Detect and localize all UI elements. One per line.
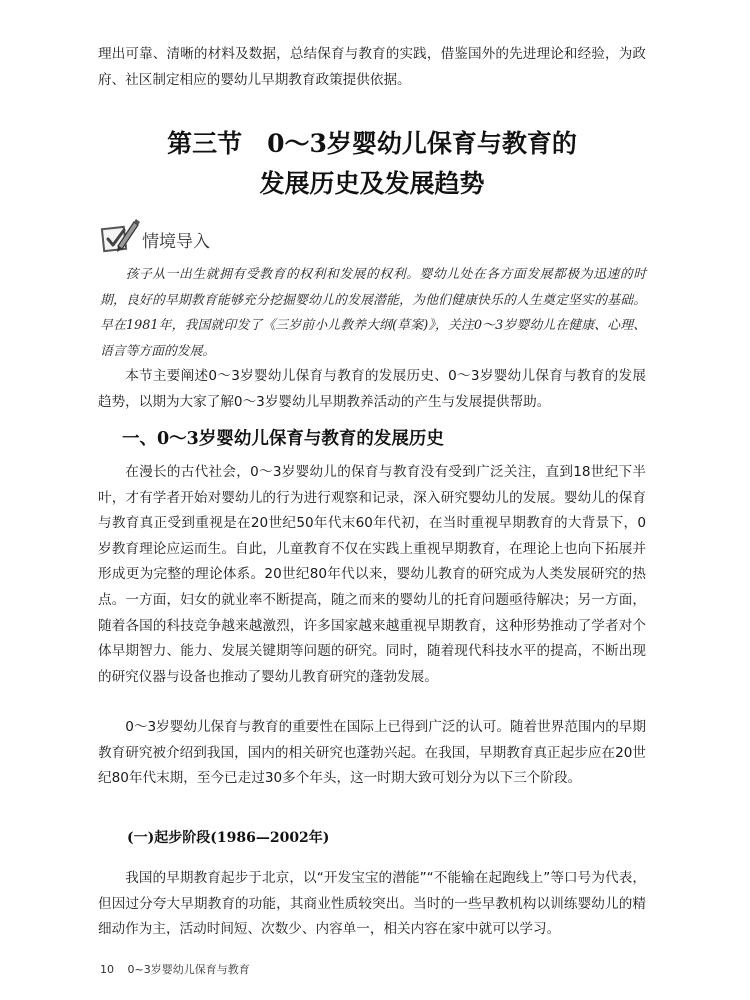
checklist-pencil-icon — [100, 216, 140, 256]
scenario-header — [100, 212, 400, 260]
heading-development-history: 一、0～3岁婴幼儿保育与教育的发展历史 — [122, 429, 444, 449]
section-title-line-1: 第三节 0～3岁婴幼儿保育与教育的 — [167, 129, 577, 158]
subheading-start-stage: (一)起步阶段(1986—2002年) — [127, 830, 330, 846]
page-number: 10 — [100, 963, 114, 976]
section-intro-paragraph: 本节主要阐述0～3岁婴幼儿保育与教育的发展历史、0～3岁婴幼儿保育与教育的发展趋势，以期为大家了解0～3岁婴幼儿早期教养活动的产生与发展提供帮助。 — [98, 368, 646, 410]
page-footer — [100, 962, 250, 978]
history-paragraph-2: 0～3岁婴幼儿保育与教育的重要性在国际上已得到广泛的认可。随着世界范围内的早期教育研究被介绍到我国，国内的相关研究也蓬勃兴起。在我国，早期教育真正起步应在20世纪80年代末期，至今已走过30多个年头，这一时期大致可划分为以下三个阶段。 — [98, 719, 646, 787]
start-stage-paragraph: 我国的早期教育起步于北京，以“开发宝宝的潜能”“不能输在起跑线上”等口号为代表，但因过分夸大早期教育的功能，其商业性质较突出。当时的一些早教机构以训练婴幼儿的精细动作为主，活动时间短、次数少、内容单一，相关内容在家中就可以学习。 — [98, 870, 646, 938]
scenario-paragraph: 孩子从一出生就拥有受教育的权利和发展的权利。婴幼儿处在各方面发展都极为迅速的时期，良好的早期教育能够充分挖掘婴幼儿的发展潜能，为他们健康快乐的人生奠定坚实的基础。早在1981年，我国就印发了《三岁前小儿教养大纲(草案)》，关注0～3岁婴幼儿在健康、心理、语言等方面的发展。 — [100, 267, 646, 359]
section-title-line-2: 发展历史及发展趋势 — [259, 169, 485, 198]
history-paragraph-1: 在漫长的古代社会，0～3岁婴幼儿的保育与教育没有受到广泛关注，直到18世纪下半叶，才有学者开始对婴幼儿的行为进行观察和记录，深入研究婴幼儿的发展。婴幼儿的保育与教育真正受到重视是在20世纪50年代末60年代初，在当时重视早期教育的大背景下，0岁教育理论应运而生。自此，儿童教育不仅在实践上重视早期教育，在理论上也向下拓展并形成更为完整的理论体系。20世纪80年代以来，婴幼儿教育的研究成为人类发展研究的热点。一方面，妇女的就业率不断提高，随之而来的婴幼儿的托育问题亟待解决；另一方面，随着各国的科技竞争越来越激烈，许多国家越来越重视早期教育，这种形势推动了学者对个体早期智力、能力、发展关键期等问题的研究。同时，随着现代科技水平的提高，不断出现的研究仪器与设备也推动了婴幼儿教育研究的蓬勃发展。 — [98, 464, 646, 685]
book-title: 0~3岁婴幼儿保育与教育 — [127, 963, 250, 976]
intro-paragraph: 理出可靠、清晰的材料及数据，总结保育与教育的实践，借鉴国外的先进理论和经验，为政府、社区制定相应的婴幼儿早期教育政策提供依据。 — [98, 46, 646, 88]
scenario-label: 情境导入 — [142, 232, 210, 252]
